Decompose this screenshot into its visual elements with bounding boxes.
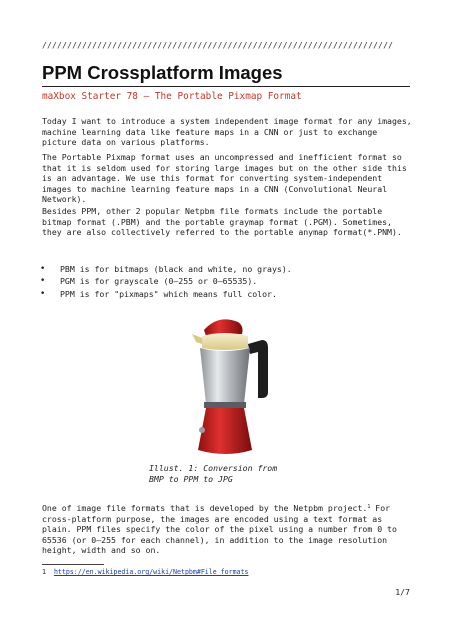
paragraph-intro: Today I want to introduce a system independent image format for any images, machine learning data like feature maps in a CNN or just to exchange picture data on various platforms. [42,116,412,148]
paragraph-netpbm-project: One of image file formats that is developed by the Netpbm project.$^1$ For cross-platform purpose, the images are encoded using a text format as plain. PPM files specify the color of the pixel using a number from 0 to 65536 (or 0–255 for each channel), in addition to the image resolution height, width and so on. [42,503,397,556]
page-title: PPM Crossplatform Images [42,62,410,87]
moka-pot-icon [178,312,278,460]
footnote-divider [42,564,104,565]
format-list [42,263,412,300]
list-item: • PGM is for grayscale (0–255 or 0–65535). [40,276,258,287]
footnote-link[interactable]: https://en.wikipedia.org/wiki/Netpbm#File_formats [53,568,249,576]
figure-caption [149,463,277,484]
footnote-number: 1 [42,568,46,576]
footnote [42,568,248,576]
paragraph-netpbm: Besides PPM, other 2 popular Netpbm file formats include the portable bitmap format (.PBM) and the portable graymap format (.PGM). Sometimes, they are also collectively referred to the portable anymap format(*.PNM). [42,206,402,238]
caption-line: BMP to PPM to JPG [149,473,233,484]
page-number: 1/7 [395,587,410,597]
list-item: • PBM is for bitmaps (black and white, no grays). [40,264,292,274]
list-item: • PPM is for "pixmaps" which means full color. [40,288,277,299]
header-slash-line: ////////////////////////////////////////////////////////////////////// [42,41,394,50]
caption-line: Illust. 1: Conversion from [149,463,278,473]
paragraph-format: The Portable Pixmap format uses an uncompressed and inefficient format so that it is seldom used for storing large images but on the other side this is an advantage. We use this format for converting system-independent images to machine learning feature maps in a CNN (Convolutional Neural Network). [42,152,407,205]
footnote-marker[interactable]: 1 [367,504,371,510]
subtitle: maXbox Starter 78 – The Portable Pixmap Format [42,91,302,102]
